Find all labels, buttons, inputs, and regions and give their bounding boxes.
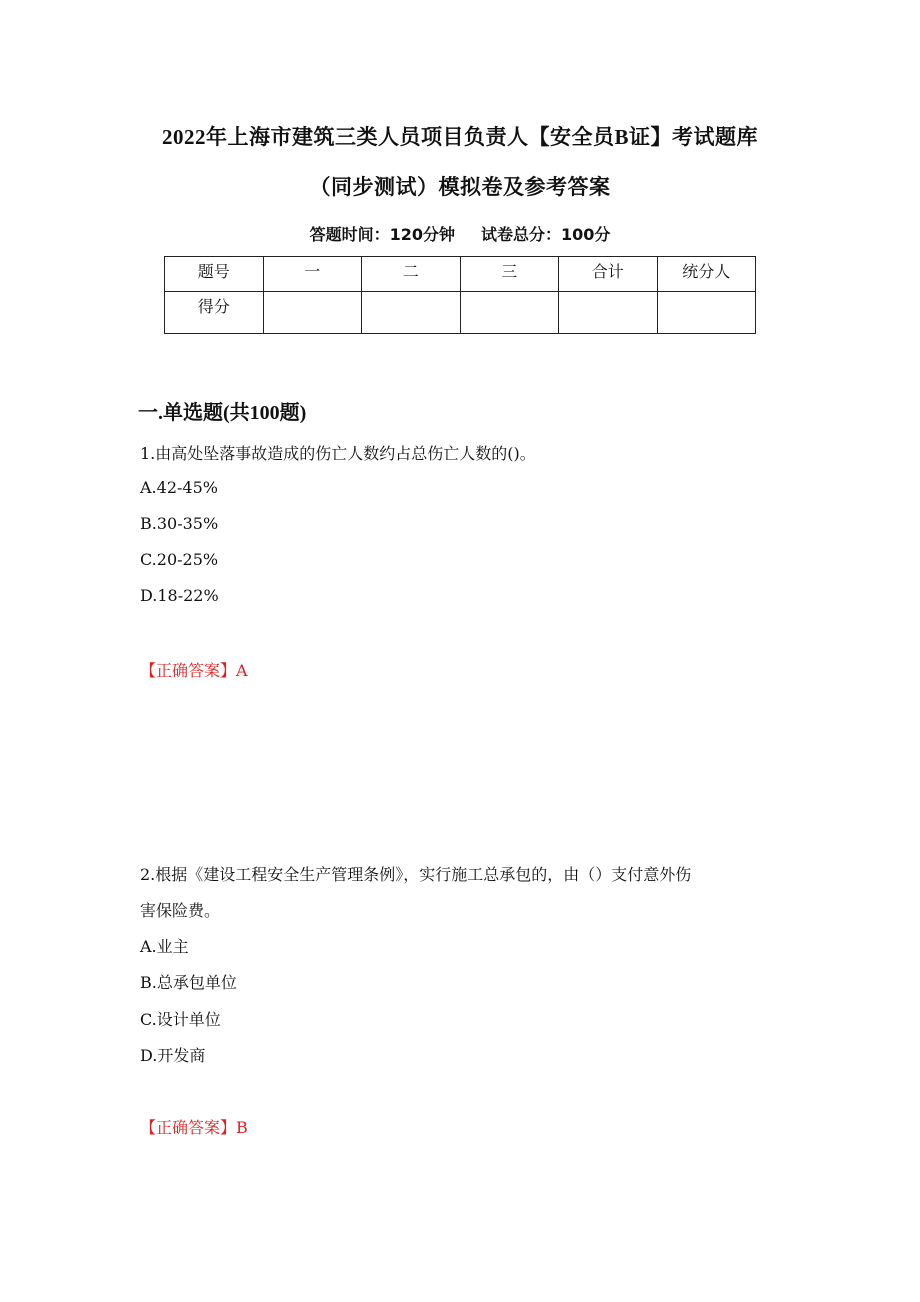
total-score-label: 试卷总分：100分 <box>481 225 611 244</box>
exam-title-line1: 2022年上海市建筑三类人员项目负责人【安全员B证】考试题库 <box>161 125 758 149</box>
score-table-cell: 二 <box>362 257 461 292</box>
score-table-cell <box>263 292 362 334</box>
question-2-option-b: B.总承包单位 <box>140 973 237 992</box>
score-table-cell: 得分 <box>165 292 264 334</box>
score-table-cell <box>559 292 658 334</box>
question-2-option-a: A.业主 <box>140 937 189 956</box>
score-table <box>164 256 756 334</box>
section-title: 一.单选题(共100题) <box>138 402 307 424</box>
score-table-cell: 一 <box>263 257 362 292</box>
score-table-cell <box>657 292 756 334</box>
score-table-cell <box>362 292 461 334</box>
score-table-score-row <box>165 292 756 334</box>
question-1-option-d: D.18-22% <box>140 586 219 605</box>
question-2-stem-line2: 害保险费。 <box>140 901 221 920</box>
question-2-stem-line1: 2.根据《建设工程安全生产管理条例》，实行施工总承包的，由（）支付意外伤 <box>140 865 692 884</box>
exam-meta <box>0 222 920 245</box>
time-label: 答题时间：120分钟 <box>309 225 455 244</box>
question-2-answer: 【正确答案】B <box>140 1118 248 1137</box>
score-table-header-row <box>165 257 756 292</box>
question-1-option-c: C.20-25% <box>140 550 219 569</box>
score-table-cell: 统分人 <box>657 257 756 292</box>
question-1-option-a: A.42-45% <box>140 478 218 497</box>
score-table-cell <box>460 292 559 334</box>
question-1-answer: 【正确答案】A <box>140 661 248 680</box>
score-table-cell: 题号 <box>165 257 264 292</box>
question-1-stem: 1.由高处坠落事故造成的伤亡人数约占总伤亡人数的()。 <box>140 444 536 463</box>
question-2-option-d: D.开发商 <box>140 1046 206 1065</box>
question-2-option-c: C.设计单位 <box>140 1010 221 1029</box>
question-1-option-b: B.30-35% <box>140 514 219 533</box>
score-table-cell: 三 <box>460 257 559 292</box>
score-table-cell: 合计 <box>559 257 658 292</box>
exam-title-line2: （同步测试）模拟卷及参考答案 <box>309 175 611 199</box>
